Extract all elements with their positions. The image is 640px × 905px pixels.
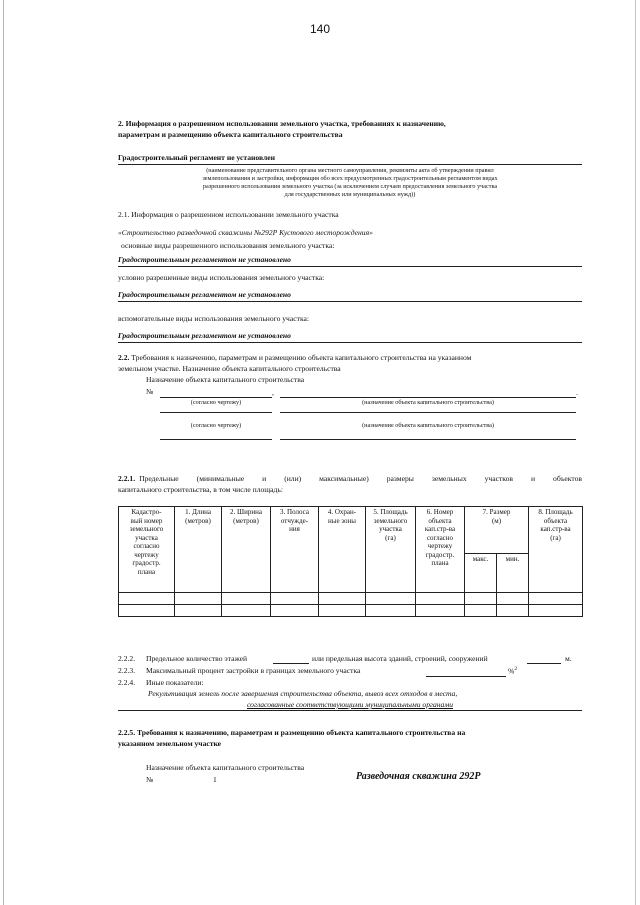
s2-2-drawing-line-3 — [160, 439, 272, 440]
s2-2-num: 2.2. — [118, 353, 130, 362]
s2-2-caption-object-1: (назначение объекта капитального строительства) — [362, 399, 494, 406]
s2-2-5-title-line1: 2.2.5. Требования к назначению, параметрам и размещению объекта капитального строительства на — [118, 728, 466, 737]
s2-2-5-title-line2: указанном земельном участке — [118, 739, 222, 748]
col-object-number-header: 6. Номер объекта кап.стр-ва согласно чертежу градостр. плана — [416, 507, 465, 593]
s2-2-2-num: 2.2.2. — [118, 654, 136, 663]
table-row — [119, 593, 583, 605]
auxiliary-uses-underline — [118, 342, 582, 343]
section2-note-line1: (наименование представительного органа местного самоуправления, реквизиты акта об утверждении правил — [206, 167, 494, 174]
s2-2-caption-drawing-2: (согласно чертежу) — [190, 422, 242, 429]
s2-2-4-text: Иные показатели: — [146, 678, 204, 687]
col-length-header: 1. Длина (метров) — [175, 507, 222, 593]
s2-2-1-text: Предельные (минимальные и (или) максимальные) размеры земельных участков и объектов — [139, 474, 582, 483]
scan-edge-left — [3, 0, 4, 905]
height-blank-line — [527, 663, 561, 664]
col-width-header: 2. Ширина (метров) — [222, 507, 271, 593]
s2-2-object-line-3 — [280, 439, 576, 440]
auxiliary-uses-label: вспомогательные виды использования земельного участка: — [118, 314, 309, 323]
conditional-uses-underline — [118, 301, 582, 302]
scan-edge-right — [635, 0, 636, 905]
s2-2-caption-object-2: (назначение объекта капитального строительства) — [362, 422, 494, 429]
main-uses-underline — [118, 266, 582, 267]
s2-2-2-text-a: Предельное количество этажей — [146, 654, 248, 663]
section2-title-line2: параметрам и размещению объекта капитального строительства — [118, 130, 343, 139]
section2-title-line1: 2. Информация о разрешенном использовании земельного участка, требованиях к назначению, — [118, 119, 446, 128]
col-alienation-header: 3. Полоса отчужде- ния — [271, 507, 319, 593]
s2-2-4-value-line2: согласованные соответствующими муниципальными органами — [246, 700, 453, 709]
conditional-uses-label: условно разрешенные виды использования земельного участка: — [118, 273, 325, 282]
s2-2-5-object-label: Назначение объекта капитального строительства — [146, 763, 305, 772]
s2-2-object-label: Назначение объекта капитального строительства — [146, 375, 305, 384]
col-cadastral-header: Кадастро- вый номер земельного участка согласно чертежу градостр. плана — [119, 507, 175, 593]
s2-2-drawing-line-2 — [160, 412, 272, 413]
s2-2-4-num: 2.2.4. — [118, 678, 136, 687]
s2-2-5-object-name: Разведочная скважина 292Р — [356, 771, 481, 782]
s2-2-title-line2: земельном участке. Назначение объекта капитального строительства — [118, 364, 341, 373]
s2-1-primary-value: «Строительство разведочной скважины №292Р Кустового месторождения» — [118, 228, 373, 237]
s2-2-1-text-line2: капитального строительства, в том числе площадь: — [118, 485, 283, 494]
percent-blank-line — [426, 676, 506, 677]
table-header-row — [119, 507, 583, 554]
s2-2-comma: , — [272, 388, 274, 397]
main-uses-value: Градостроительным регламентом не установлено — [118, 255, 291, 264]
s2-2-3-unit: %$^2$ — [508, 666, 518, 676]
s2-2-3-text: Максимальный процент застройки в границах земельного участка — [146, 666, 361, 675]
s2-2-1-num: 2.2.1. — [118, 474, 136, 483]
col-size-min-header: мин. — [497, 554, 529, 593]
s2-2-5-object-number: 1 — [213, 775, 217, 784]
section2-note-line4: для государственных или муниципальных нужд)) — [284, 191, 416, 198]
col-size-max-header: макс. — [465, 554, 497, 593]
s2-2-title-text: Требования к назначению, параметрам и размещению объекта капитального строительства на указанном — [131, 353, 472, 362]
s2-2-4-underline — [118, 710, 582, 711]
col-object-area-header: 8. Площадь объекта кап.стр-ва (га) — [529, 507, 583, 593]
s2-2-dot: . — [576, 388, 578, 397]
col-protection-header: 4. Охран- ные зоны — [319, 507, 366, 593]
main-uses-label: основные виды разрешенного использования земельного участка: — [121, 241, 335, 250]
s2-2-no-sign: № — [146, 387, 154, 396]
s2-2-1-text-line1 — [118, 473, 582, 484]
conditional-uses-value: Градостроительным регламентом не установлено — [118, 290, 291, 299]
page-number: 140 — [309, 22, 331, 36]
col-area-header: 5. Площадь земельного участка (га) — [366, 507, 416, 593]
col-size-header: 7. Размер (м) — [465, 507, 529, 554]
floors-blank-line — [273, 663, 309, 664]
s2-2-2-unit: м. — [565, 654, 572, 663]
section2-note-line3: разрешенного использования земельного участка (за исключением случаев предоставления земельного участка — [202, 183, 498, 190]
table-row — [119, 605, 583, 617]
sizes-table — [118, 506, 583, 617]
regulation-status: Градостроительный регламент не установлен — [118, 153, 276, 162]
s2-2-3-num: 2.2.3. — [118, 666, 136, 675]
s2-1-title: 2.1. Информация о разрешенном использовании земельного участка — [118, 210, 339, 219]
s2-2-caption-drawing-1: (согласно чертежу) — [190, 399, 242, 406]
s2-2-drawing-line-1 — [160, 397, 272, 398]
s2-2-5-no-sign: № — [146, 775, 154, 784]
s2-2-title-line1 — [118, 352, 471, 363]
section2-note-line2: землепользования и застройки, информация обо всех предусмотренных градостроительным регламентом видах — [202, 175, 498, 182]
auxiliary-uses-value: Градостроительным регламентом не установлено — [118, 331, 291, 340]
s2-2-2-text-b: или предельная высота зданий, строений, сооружений — [312, 654, 488, 663]
s2-2-object-line-2 — [280, 412, 576, 413]
s2-2-4-value-line1: Рекультивация земель после завершения строительства объекта, вывоз всех отходов в места, — [148, 689, 458, 698]
regulation-underline — [118, 164, 582, 165]
s2-2-object-line-1 — [280, 397, 576, 398]
